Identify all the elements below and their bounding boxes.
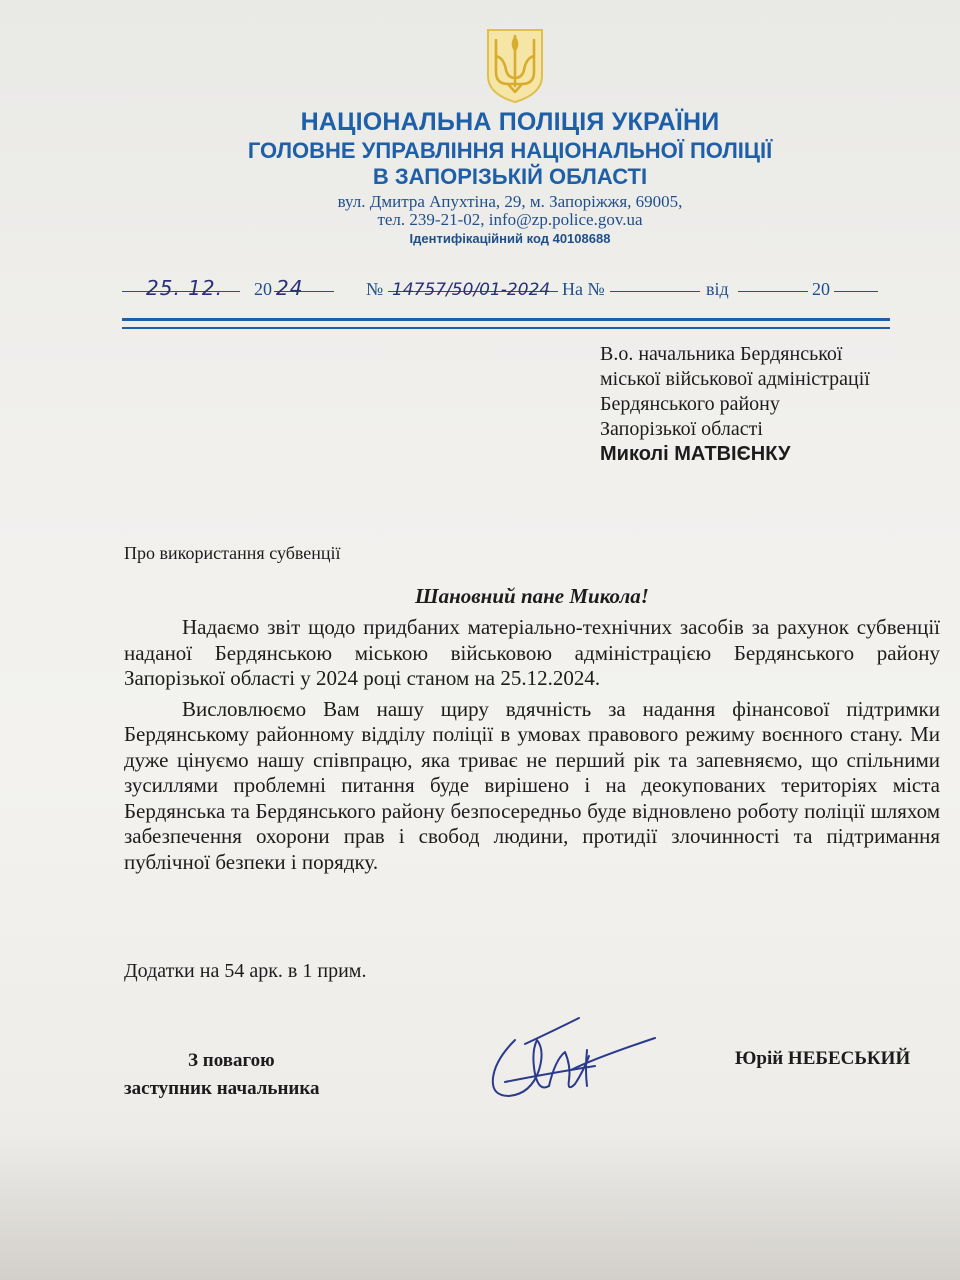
number-label: №: [366, 279, 384, 299]
org-region: В ЗАПОРІЗЬКІЙ ОБЛАСТІ: [372, 164, 648, 189]
org-subtitle: ГОЛОВНЕ УПРАВЛІННЯ НАЦІОНАЛЬНОЇ ПОЛІЦІЇ: [247, 138, 773, 163]
reference-label: На №: [562, 279, 605, 299]
addressee-district: Бердянського району: [600, 393, 780, 415]
from-label: від: [706, 279, 729, 299]
org-address: вул. Дмитра Апухтіна, 29, м. Запоріжжя, 69005,: [337, 192, 683, 211]
handwritten-signature-icon: [475, 1000, 665, 1130]
letter-body: [124, 615, 940, 880]
photo-shadow: [0, 1130, 960, 1280]
addressee-position: В.о. начальника Бердянської: [600, 343, 843, 365]
letter-salutation: Шановний пане Микола!: [415, 584, 649, 608]
body-paragraph: Висловлюємо Вам нашу щиру вдячність за надання фінансової підтримки Бердянському районному відділу поліції в умовах правового режиму воєнного стану. Ми дуже цінуємо нашу співпрацю, яка триває не перший рік та запевняємо, що спільними зусиллями проблемні питання буде вирішено і на деокупованих територіях міста Бердянська та Бердянського району безпосередньо буде відновлено роботу поліції шляхом забезпечення охорони прав і свобод людини, протидії злочинності та підтримання публічної безпеки і порядку.: [124, 696, 940, 874]
signatory-name: Юрій НЕБЕСЬКИЙ: [735, 1048, 911, 1069]
registration-number: 14757/50/01-2024: [392, 280, 551, 300]
year-blank-prefix: 20: [812, 279, 830, 299]
body-paragraph: Надаємо звіт щодо придбаних матеріально-технічних засобів за рахунок субвенції наданої Бердянською міською військовою адміністрацією Бердянського району Запорізької області у 2024 році станом на 25.12.2024.: [124, 615, 940, 690]
tryzub-emblem-icon: [484, 26, 546, 104]
attachments-note: Додатки на 54 арк. в 1 прим.: [124, 960, 367, 982]
addressee-name: Миколі МАТВІЄНКУ: [600, 443, 791, 465]
org-contacts: тел. 239-21-02, info@zp.police.gov.ua: [377, 210, 643, 229]
registration-year-prefix: 20: [254, 279, 272, 299]
org-id-code: Ідентифікаційний код 40108688: [409, 231, 611, 246]
addressee-block: [600, 342, 870, 467]
header-divider: [122, 318, 890, 329]
org-title: НАЦІОНАЛЬНА ПОЛІЦІЯ УКРАЇНИ: [300, 108, 720, 136]
addressee-region: Запорізької області: [600, 418, 763, 440]
registration-year: 24: [276, 276, 304, 300]
registration-date: 25. 12.: [146, 276, 223, 300]
signatory-block: [124, 1047, 320, 1103]
closing-phrase: З повагою: [188, 1050, 275, 1071]
letter-subject: Про використання субвенції: [124, 543, 341, 563]
addressee-organization: міської військової адміністрації: [600, 368, 870, 390]
registration-line: [122, 270, 892, 300]
signatory-position: заступник начальника: [124, 1078, 320, 1099]
